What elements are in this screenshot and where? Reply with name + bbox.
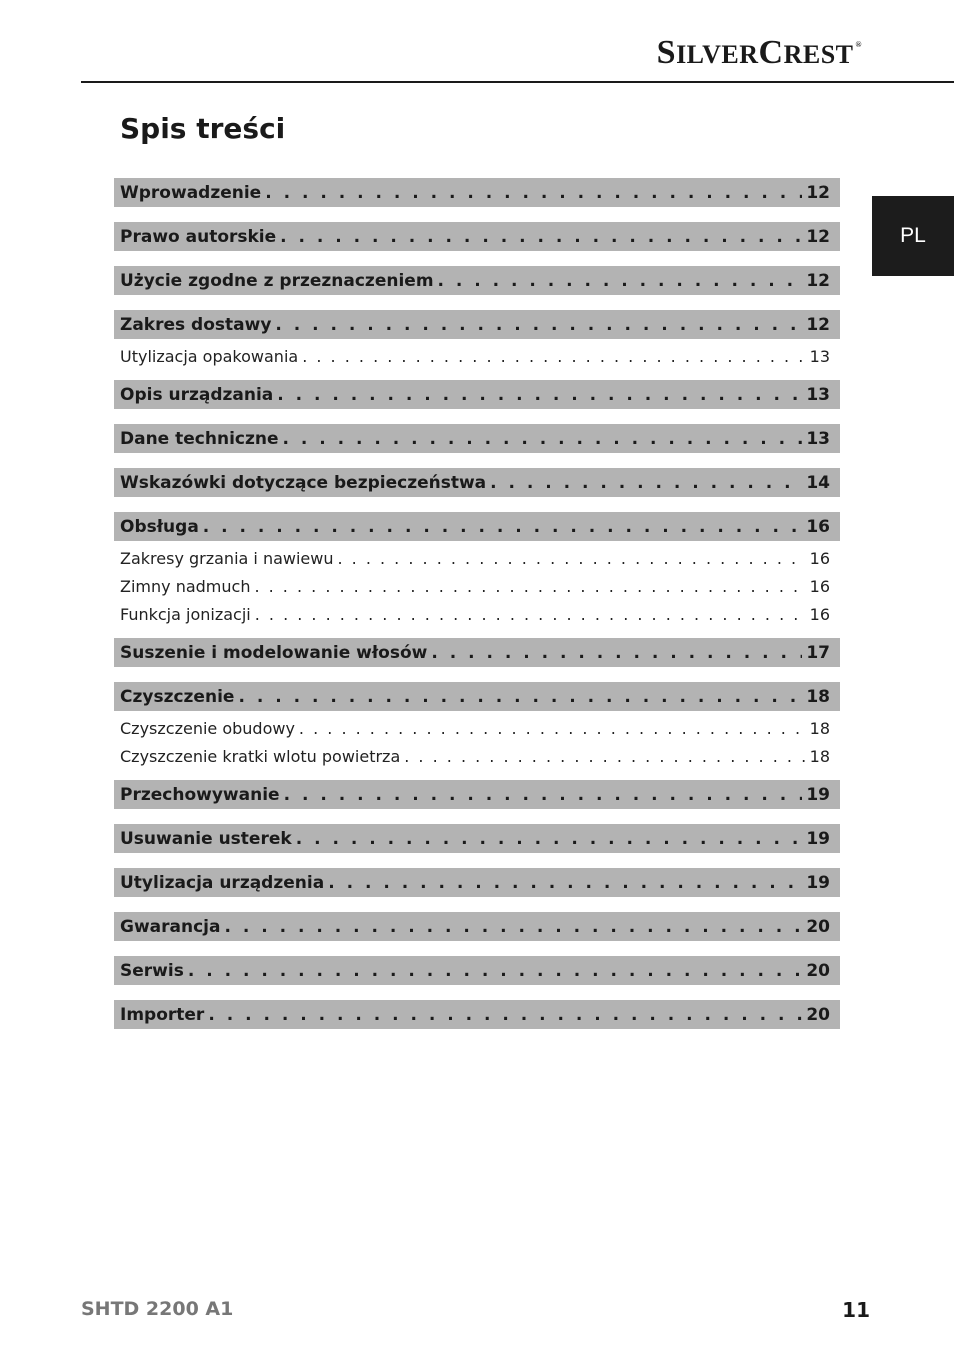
toc-entry-page: 13: [806, 384, 830, 405]
toc-entry-page: 18: [806, 686, 830, 707]
toc-section-row[interactable]: [114, 512, 840, 541]
toc-leader-dots: [255, 605, 806, 624]
toc-leader-dots: [404, 747, 805, 766]
page-title: Spis treści: [120, 112, 286, 145]
toc-entry-label: Usuwanie usterek: [120, 828, 292, 849]
toc-entry-page: 13: [806, 428, 830, 449]
toc-leader-dots: [328, 873, 802, 893]
toc-entry-page: 20: [806, 960, 830, 981]
toc-subsection-row[interactable]: [114, 598, 840, 626]
toc-section-row[interactable]: [114, 178, 840, 207]
toc-entry-label: Funkcja jonizacji: [120, 605, 251, 624]
toc-leader-dots: [254, 577, 805, 596]
toc-entry-page: 12: [806, 270, 830, 291]
header-divider: [81, 81, 954, 83]
toc-section-row[interactable]: [114, 424, 840, 453]
toc-entry-page: 18: [809, 719, 830, 738]
toc-subsection-row[interactable]: [114, 542, 840, 570]
toc-entry-label: Utylizacja opakowania: [120, 347, 299, 366]
toc-section-row[interactable]: [114, 824, 840, 853]
toc-section-row[interactable]: [114, 780, 840, 809]
language-tab: PL: [872, 196, 954, 276]
toc-entry-label: Utylizacja urządzenia: [120, 872, 325, 893]
toc-entry-page: 12: [806, 182, 830, 203]
toc-leader-dots: [490, 473, 802, 493]
toc-entry-label: Prawo autorskie: [120, 226, 277, 247]
toc-entry-page: 14: [806, 472, 830, 493]
toc-section-row[interactable]: [114, 380, 840, 409]
toc-entry-label: Zakres dostawy: [120, 314, 272, 335]
toc-leader-dots: [280, 227, 802, 247]
toc-leader-dots: [208, 1005, 802, 1025]
toc-leader-dots: [283, 429, 803, 449]
toc-entry-label: Suszenie i modelowanie włosów: [120, 642, 428, 663]
toc-entry-page: 16: [806, 516, 830, 537]
toc-entry-page: 19: [806, 784, 830, 805]
toc-leader-dots: [265, 183, 802, 203]
toc-subsection-row[interactable]: [114, 712, 840, 740]
toc-entry-label: Użycie zgodne z przeznaczeniem: [120, 270, 434, 291]
toc-subsection-row[interactable]: [114, 570, 840, 598]
toc-leader-dots: [277, 385, 802, 405]
toc-entry-page: 12: [806, 314, 830, 335]
toc-leader-dots: [238, 687, 802, 707]
toc-section-row[interactable]: [114, 638, 840, 667]
toc-leader-dots: [224, 917, 802, 937]
toc-leader-dots: [302, 347, 805, 366]
toc-entry-label: Przechowywanie: [120, 784, 280, 805]
toc-section-row[interactable]: [114, 266, 840, 295]
toc-entry-label: Opis urządzania: [120, 384, 274, 405]
toc-leader-dots: [438, 271, 803, 291]
toc-entry-label: Serwis: [120, 960, 184, 981]
toc-section-row[interactable]: [114, 956, 840, 985]
toc-entry-page: 13: [809, 347, 830, 366]
toc-section-row[interactable]: [114, 468, 840, 497]
toc-entry-label: Obsługa: [120, 516, 199, 537]
toc-entry-label: Wskazówki dotyczące bezpieczeństwa: [120, 472, 487, 493]
toc-entry-page: 16: [809, 577, 830, 596]
toc-entry-label: Czyszczenie: [120, 686, 235, 707]
toc-leader-dots: [296, 829, 803, 849]
toc-entry-page: 19: [806, 828, 830, 849]
toc-entry-page: 16: [809, 605, 830, 624]
toc-leader-dots: [299, 719, 806, 738]
toc-leader-dots: [188, 961, 803, 981]
toc-entry-label: Dane techniczne: [120, 428, 279, 449]
footer-page-number: 11: [842, 1298, 870, 1322]
toc-entry-label: Zakresy grzania i nawiewu: [120, 549, 334, 568]
toc-leader-dots: [284, 785, 803, 805]
toc-entry-label: Czyszczenie kratki wlotu powietrza: [120, 747, 401, 766]
toc-section-row[interactable]: [114, 310, 840, 339]
footer-model: SHTD 2200 A1: [81, 1298, 234, 1320]
toc-subsection-row[interactable]: [114, 740, 840, 768]
toc-section-row[interactable]: [114, 682, 840, 711]
toc-entry-label: Zimny nadmuch: [120, 577, 251, 596]
toc-entry-label: Gwarancja: [120, 916, 221, 937]
toc-entry-page: 20: [806, 916, 830, 937]
toc-entry-label: Wprowadzenie: [120, 182, 262, 203]
brand-logo: SILVERCREST ®: [656, 34, 862, 71]
toc-section-row[interactable]: [114, 222, 840, 251]
toc-entry-page: 16: [809, 549, 830, 568]
toc-entry-page: 18: [809, 747, 830, 766]
toc-leader-dots: [275, 315, 802, 335]
toc-entry-label: Importer: [120, 1004, 205, 1025]
toc-leader-dots: [203, 517, 803, 537]
toc-entry-page: 20: [806, 1004, 830, 1025]
toc-leader-dots: [337, 549, 805, 568]
toc-leader-dots: [431, 643, 802, 663]
toc-entry-page: 17: [806, 642, 830, 663]
toc-section-row[interactable]: [114, 1000, 840, 1029]
toc-subsection-row[interactable]: [114, 340, 840, 368]
toc-entry-label: Czyszczenie obudowy: [120, 719, 295, 738]
toc-section-row[interactable]: [114, 868, 840, 897]
table-of-contents: [114, 178, 840, 1029]
toc-section-row[interactable]: [114, 912, 840, 941]
toc-entry-page: 12: [806, 226, 830, 247]
toc-entry-page: 19: [806, 872, 830, 893]
